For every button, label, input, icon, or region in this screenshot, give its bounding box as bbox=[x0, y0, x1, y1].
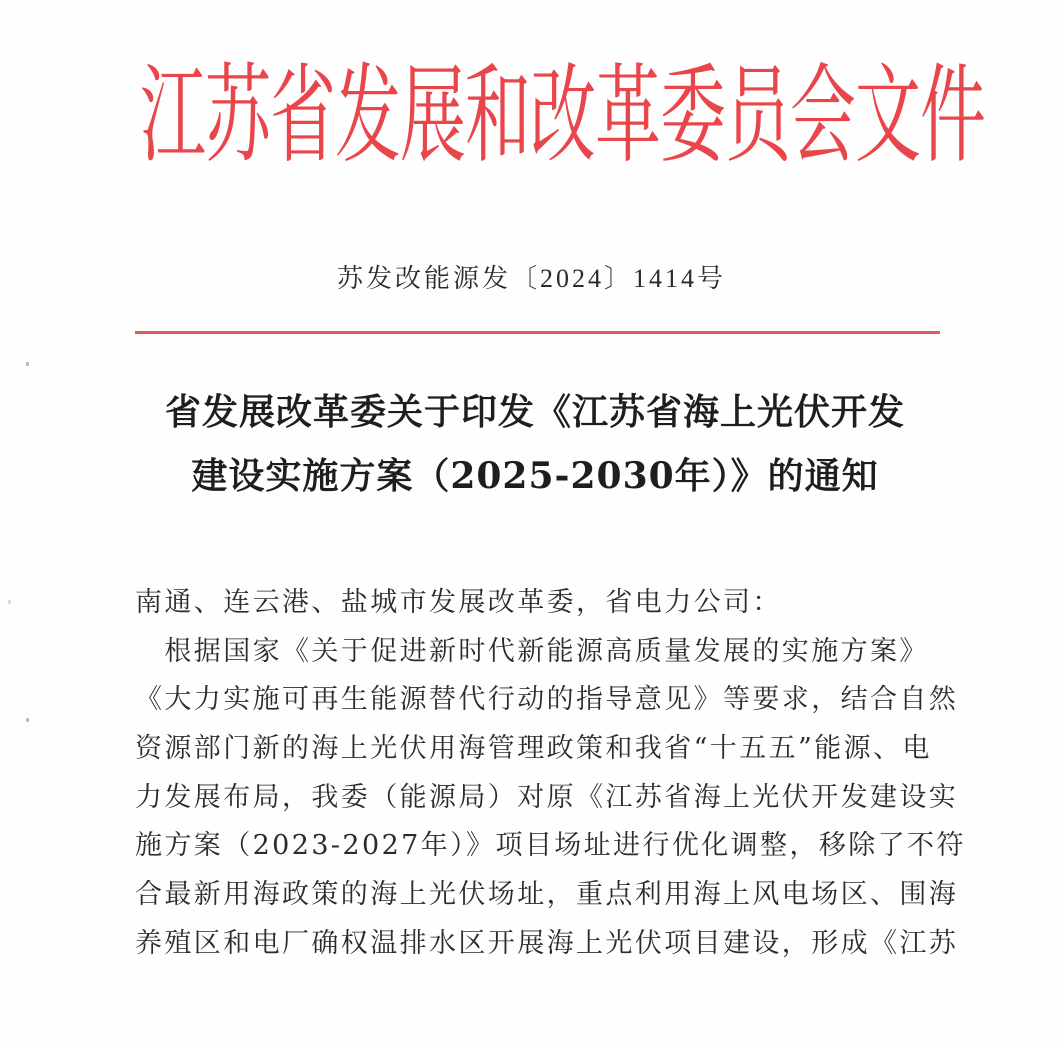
body-line-7: 养殖区和电厂确权温排水区开展海上光伏项目建设，形成《江苏 bbox=[135, 928, 959, 959]
body-line-2: 《大力实施可再生能源替代行动的指导意见》等要求，结合自然 bbox=[135, 684, 959, 715]
body-line-6: 合最新用海政策的海上光伏场址，重点利用海上风电场区、围海 bbox=[135, 879, 959, 910]
document-number: 苏发改能源发〔2024〕1414号 bbox=[336, 264, 726, 293]
addressee-line: 南通、连云港、盐城市发展改革委，省电力公司： bbox=[135, 587, 782, 618]
body-line-3: 资源部门新的海上光伏用海管理政策和我省“十五五”能源、电 bbox=[135, 733, 932, 764]
body-line-4: 力发展布局，我委（能源局）对原《江苏省海上光伏开发建设实 bbox=[135, 782, 959, 813]
notice-title-line-2: 建设实施方案（2025-2030年）》的通知 bbox=[191, 455, 879, 497]
scan-speck bbox=[26, 362, 29, 366]
issuer-header: 江苏省发展和改革委员会文件 bbox=[140, 53, 985, 178]
red-divider-rule bbox=[135, 331, 940, 334]
body-line-1: 根据国家《关于促进新时代新能源高质量发展的实施方案》 bbox=[135, 636, 929, 667]
body-line-5: 施方案（2023-2027年）》项目场址进行优化调整，移除了不符 bbox=[135, 830, 966, 861]
scan-speck bbox=[26, 718, 29, 722]
notice-title-line-1: 省发展改革委关于印发《江苏省海上光伏开发 bbox=[164, 391, 905, 433]
scan-speck bbox=[8, 600, 11, 604]
